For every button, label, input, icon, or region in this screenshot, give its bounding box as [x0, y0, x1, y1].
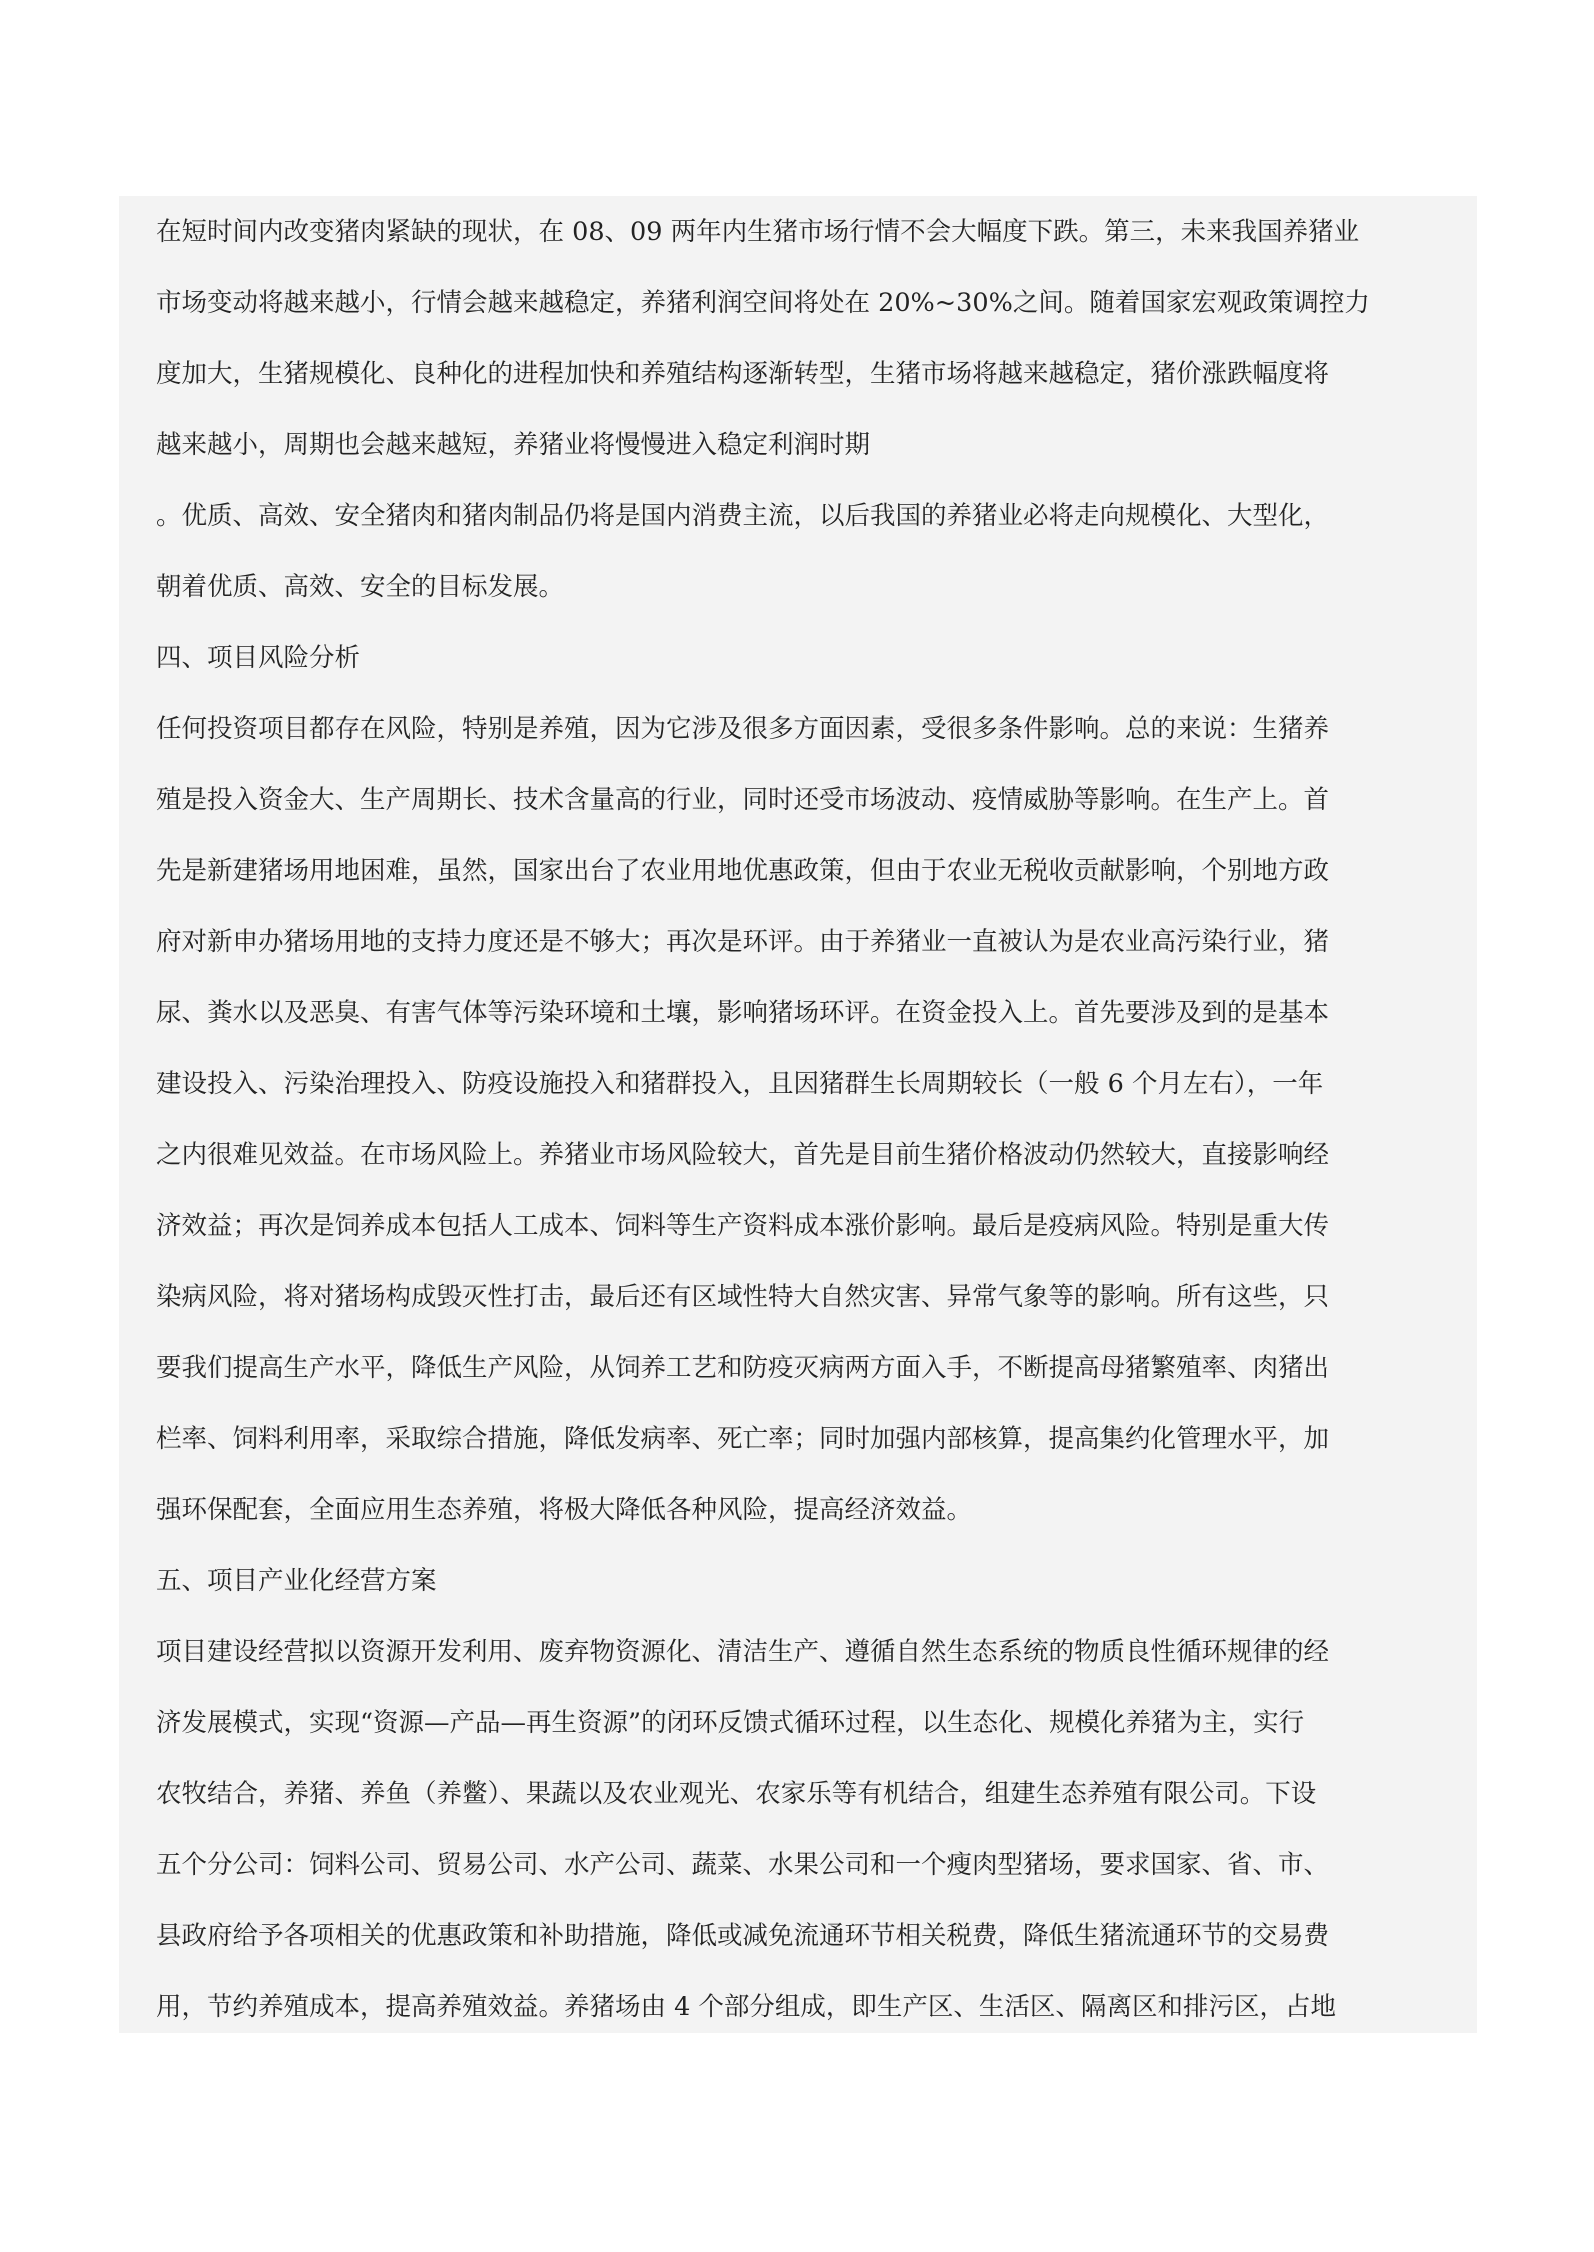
text-line: 济发展模式，实现“资源—产品—再生资源”的闭环反馈式循环过程，以生态化、规模化养猪为主，实行 [156, 1708, 1305, 1738]
text-line: 农牧结合，养猪、养鱼（养鳖）、果蔬以及农业观光、农家乐等有机结合，组建生态养殖有限公司。下设 [156, 1779, 1317, 1809]
text-line: 市场变动将越来越小，行情会越来越稳定，养猪利润空间将处在 20%~30%之间。随着国家宏观政策调控力 [156, 288, 1370, 318]
text-line: 府对新申办猪场用地的支持力度还是不够大；再次是环评。由于养猪业一直被认为是农业高污染行业，猪 [156, 927, 1330, 957]
text-line: 先是新建猪场用地困难，虽然，国家出台了农业用地优惠政策，但由于农业无税收贡献影响，个别地方政 [156, 856, 1330, 886]
section-heading: 五、项目产业化经营方案 [156, 1566, 437, 1596]
text-line: 越来越小，周期也会越来越短，养猪业将慢慢进入稳定利润时期 [156, 430, 871, 460]
text-line: 栏率、饲料利用率，采取综合措施，降低发病率、死亡率；同时加强内部核算，提高集约化管理水平，加 [156, 1424, 1330, 1454]
text-line: 任何投资项目都存在风险，特别是养殖，因为它涉及很多方面因素，受很多条件影响。总的来说：生猪养 [156, 714, 1330, 744]
text-line: 项目建设经营拟以资源开发利用、废弃物资源化、清洁生产、遵循自然生态系统的物质良性循环规律的经 [156, 1637, 1330, 1667]
text-line: 在短时间内改变猪肉紧缺的现状，在 08、09 两年内生猪市场行情不会大幅度下跌。第三，未来我国养猪业 [156, 217, 1360, 247]
text-line: 尿、粪水以及恶臭、有害气体等污染环境和土壤，影响猪场环评。在资金投入上。首先要涉及到的是基本 [156, 998, 1330, 1028]
text-line: 染病风险，将对猪场构成毁灭性打击，最后还有区域性特大自然灾害、异常气象等的影响。所有这些，只 [156, 1282, 1330, 1312]
text-line: 朝着优质、高效、安全的目标发展。 [156, 572, 565, 602]
text-line: 县政府给予各项相关的优惠政策和补助措施，降低或减免流通环节相关税费，降低生猪流通环节的交易费 [156, 1921, 1330, 1951]
text-line: 五个分公司：饲料公司、贸易公司、水产公司、蔬菜、水果公司和一个瘦肉型猪场，要求国家、省、市、 [156, 1850, 1330, 1880]
section-heading: 四、项目风险分析 [156, 643, 361, 673]
text-line: 殖是投入资金大、生产周期长、技术含量高的行业，同时还受市场波动、疫情威胁等影响。在生产上。首 [156, 785, 1330, 815]
text-line: 强环保配套，全面应用生态养殖，将极大降低各种风险，提高经济效益。 [156, 1495, 973, 1525]
text-line: 济效益；再次是饲养成本包括人工成本、饲料等生产资料成本涨价影响。最后是疫病风险。特别是重大传 [156, 1211, 1330, 1241]
text-line: 用，节约养殖成本，提高养殖效益。养猪场由 4 个部分组成，即生产区、生活区、隔离区和排污区，占地 [156, 1992, 1336, 2022]
text-line: 。优质、高效、安全猪肉和猪肉制品仍将是国内消费主流，以后我国的养猪业必将走向规模化、大型化， [156, 501, 1330, 531]
text-line: 要我们提高生产水平，降低生产风险，从饲养工艺和防疫灭病两方面入手，不断提高母猪繁殖率、肉猪出 [156, 1353, 1330, 1383]
text-line: 之内很难见效益。在市场风险上。养猪业市场风险较大，首先是目前生猪价格波动仍然较大，直接影响经 [156, 1140, 1330, 1170]
document-body [119, 196, 1477, 2033]
text-line: 建设投入、污染治理投入、防疫设施投入和猪群投入，且因猪群生长周期较长（一般 6 个月左右），一年 [156, 1069, 1324, 1099]
text-line: 度加大，生猪规模化、良种化的进程加快和养殖结构逐渐转型，生猪市场将越来越稳定，猪价涨跌幅度将 [156, 359, 1330, 389]
